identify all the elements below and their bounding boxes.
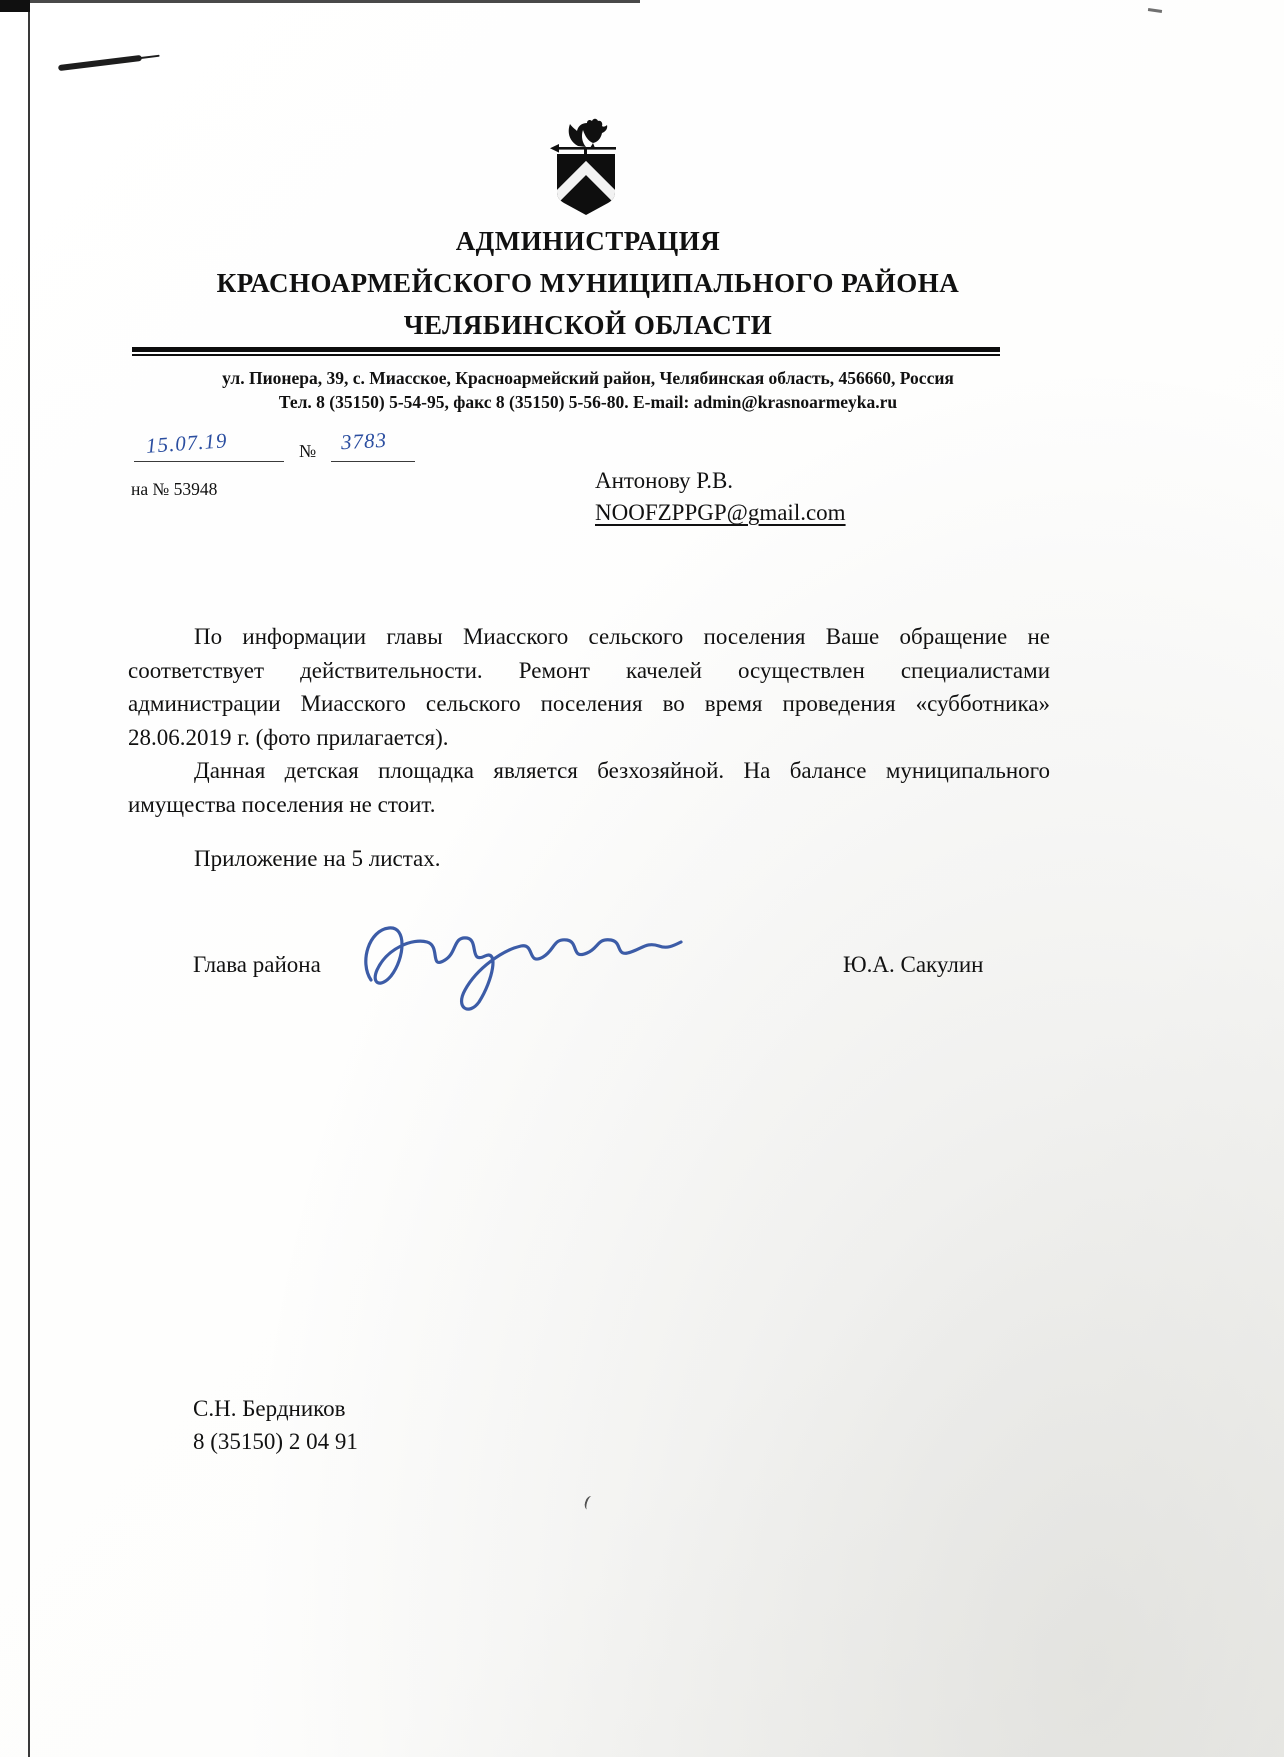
org-name-line3: ЧЕЛЯБИНСКОЙ ОБЛАСТИ [403, 310, 773, 340]
contact-person-name: С.Н. Бердников [193, 1396, 346, 1421]
scan-artifact-top-edge [0, 0, 640, 3]
letterhead-divider [132, 347, 1000, 356]
body-paragraph-1: По информации главы Миасского сельского поселения Ваше обращение не соответствует действительности. Ремонт качелей осуществлен специалистами администрации Миасского сельского поселения во время проведения «субботника» 28.06.2019 г. (фото прилагается). [128, 624, 1050, 750]
number-underline [331, 461, 415, 462]
signature-icon [355, 896, 700, 1021]
scan-artifact-pen-mark [58, 55, 142, 71]
scan-artifact-top-right-mark [1148, 8, 1162, 13]
handwritten-date: 15.07.19 [145, 428, 229, 458]
reply-to-number: на № 53948 [131, 479, 218, 499]
coat-of-arms-icon [540, 112, 632, 216]
scan-artifact-comma-mark [583, 1495, 596, 1511]
org-address: ул. Пионера, 39, с. Миасское, Красноармейский район, Челябинская область, 456660, Россия [222, 368, 954, 388]
attachment-note: Приложение на 5 листах. [194, 846, 441, 871]
letter-body [128, 620, 1050, 876]
scan-artifact-corner [0, 0, 30, 12]
body-paragraph-2: Данная детская площадка является безхозяйной. На балансе муниципального имущества поселения не стоит. [128, 758, 1050, 817]
recipient-email: NOOFZPPGP@gmail.com [595, 500, 846, 525]
signer-name: Ю.А. Сакулин [843, 952, 984, 977]
org-contacts: Тел. 8 (35150) 5-54-95, факс 8 (35150) 5-56-80. E-mail: admin@krasnoarmeyka.ru [278, 392, 898, 412]
org-name-line2: КРАСНОАРМЕЙСКОГО МУНИЦИПАЛЬНОГО РАЙОНА [216, 268, 960, 298]
org-name-line1: АДМИНИСТРАЦИЯ [455, 226, 721, 256]
number-sign: № [299, 441, 317, 461]
signer-title: Глава района [193, 952, 321, 977]
handwritten-outgoing-number: 3783 [340, 427, 388, 455]
date-underline [134, 461, 284, 462]
recipient-name: Антонову Р.В. [595, 468, 734, 493]
scan-artifact-left-edge [28, 0, 30, 1757]
contact-person-phone: 8 (35150) 2 04 91 [193, 1429, 358, 1454]
